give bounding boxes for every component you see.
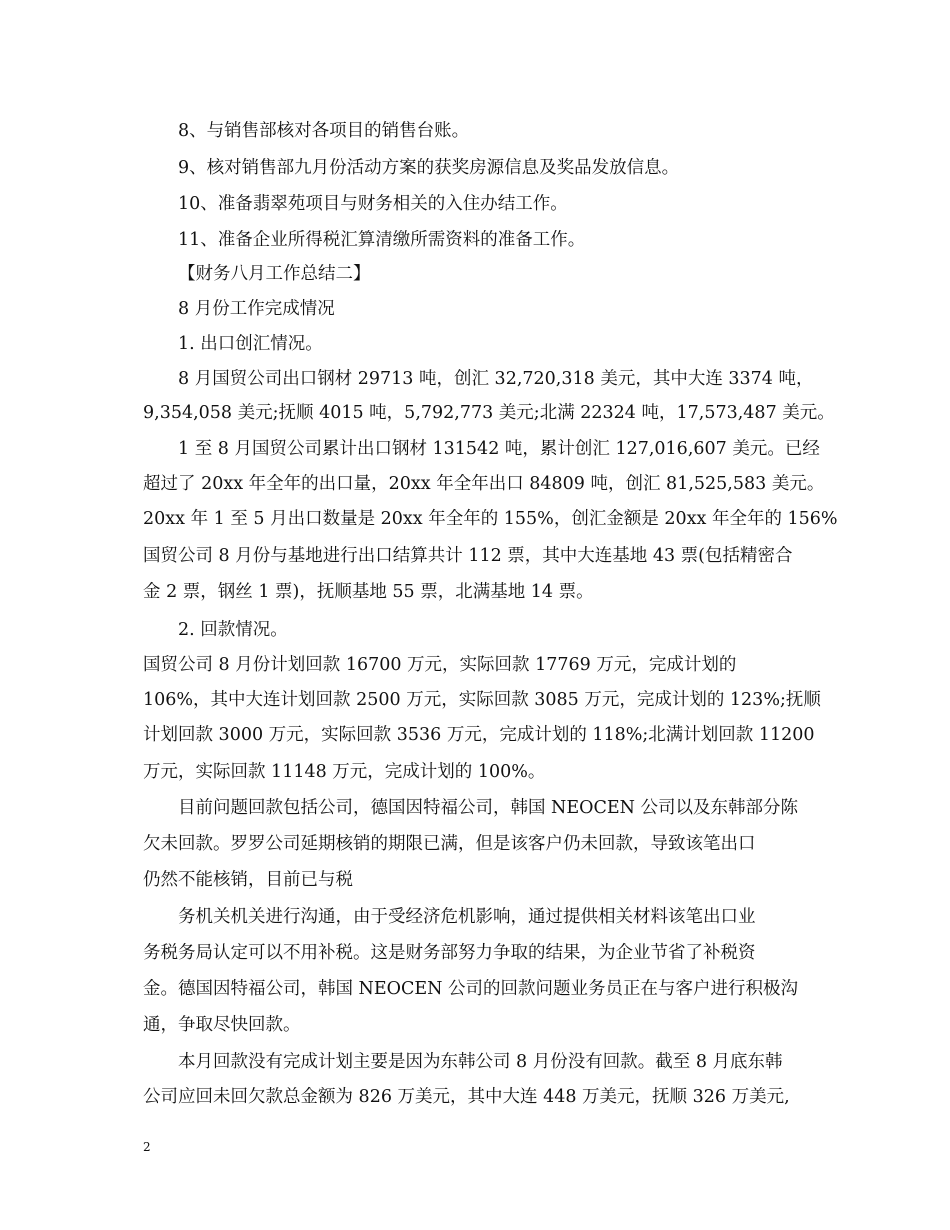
text-line: 10、准备翡翠苑项目与财务相关的入住办结工作。 [178, 194, 568, 214]
text-line: 1 至 8 月国贸公司累计出口钢材 131542 吨，累计创汇 127,016,607 美元。已经 [178, 439, 820, 459]
text-line: 欠未回款。罗罗公司延期核销的期限已满，但是该客户仍未回款，导致该笔出口 [143, 834, 756, 854]
subheading: 8 月份工作完成情况 [178, 299, 335, 319]
text-line: 20xx 年 1 至 5 月出口数量是 20xx 年全年的 155%，创汇金额是 20xx 年全年的 156% [143, 509, 838, 529]
item-heading: 1. 出口创汇情况。 [178, 334, 323, 354]
text-line: 国贸公司 8 月份与基地进行出口结算共计 112 票，其中大连基地 43 票(包括精密合 [143, 546, 793, 566]
item-heading: 2. 回款情况。 [178, 620, 288, 640]
section-heading: 【财务八月工作总结二】 [178, 264, 371, 284]
text-line: 仍然不能核销，目前已与税 [143, 870, 353, 890]
text-line: 计划回款 3000 万元，实际回款 3536 万元，完成计划的 118%;北满计划回款 11200 [143, 725, 815, 745]
text-line: 9、核对销售部九月份活动方案的获奖房源信息及奖品发放信息。 [178, 158, 680, 178]
text-line: 超过了 20xx 年全年的出口量，20xx 年全年出口 84809 吨，创汇 81,525,583 美元。 [143, 474, 825, 494]
text-line: 8、与销售部核对各项目的销售台账。 [178, 121, 470, 141]
text-line: 务机关机关进行沟通，由于受经济危机影响，通过提供相关材料该笔出口业 [178, 907, 756, 927]
text-line: 金。德国因特福公司，韩国 NEOCEN 公司的回款问题业务员正在与客户进行积极沟 [143, 979, 799, 999]
text-line: 本月回款没有完成计划主要是因为东韩公司 8 月份没有回款。截至 8 月底东韩 [178, 1052, 783, 1072]
text-line: 万元，实际回款 11148 万元，完成计划的 100%。 [143, 762, 546, 782]
text-line: 9,354,058 美元;抚顺 4015 吨，5,792,773 美元;北满 22324 吨，17,573,487 美元。 [143, 403, 835, 423]
page-number: 2 [143, 1140, 151, 1154]
text-line: 通，争取尽快回款。 [143, 1015, 301, 1035]
text-line: 国贸公司 8 月份计划回款 16700 万元，实际回款 17769 万元，完成计划的 [143, 655, 737, 675]
text-line: 金 2 票，钢丝 1 票)，抚顺基地 55 票，北满基地 14 票。 [143, 582, 594, 602]
text-line: 11、准备企业所得税汇算清缴所需资料的准备工作。 [178, 230, 586, 250]
text-line: 8 月国贸公司出口钢材 29713 吨，创汇 32,720,318 美元，其中大连 3374 吨， [178, 369, 814, 389]
text-line: 公司应回未回欠款总金额为 826 万美元，其中大连 448 万美元，抚顺 326 万美元, [143, 1087, 790, 1107]
text-line: 目前问题回款包括公司，德国因特福公司，韩国 NEOCEN 公司以及东韩部分陈 [178, 798, 799, 818]
text-line: 106%，其中大连计划回款 2500 万元，实际回款 3085 万元，完成计划的 123%;抚顺 [143, 690, 821, 710]
text-line: 务税务局认定可以不用补税。这是财务部努力争取的结果，为企业节省了补税资 [143, 943, 756, 963]
